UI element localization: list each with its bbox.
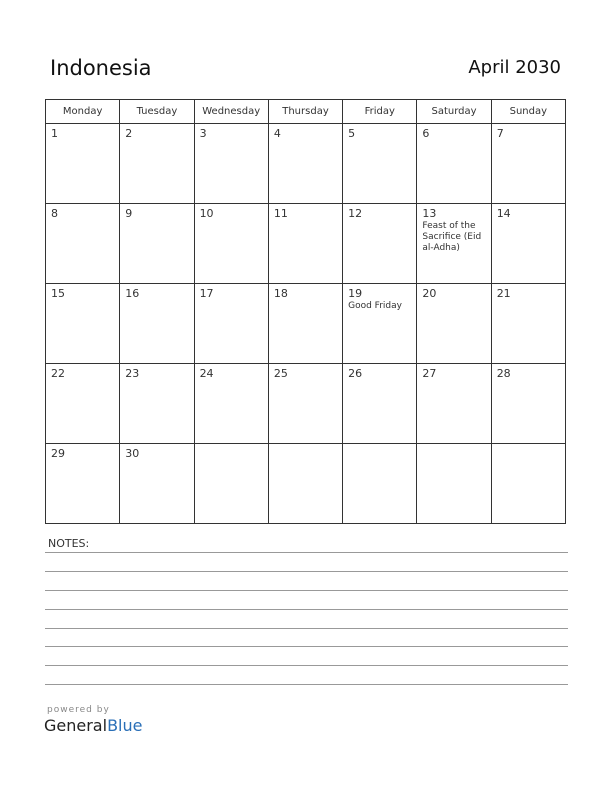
day-cell — [268, 364, 342, 444]
month-title: April 2030 — [468, 57, 561, 78]
day-cell — [491, 204, 565, 284]
note-line — [45, 628, 568, 629]
note-line — [45, 684, 568, 685]
day-cell — [194, 364, 268, 444]
day-cell — [46, 284, 120, 364]
day-cell — [194, 124, 268, 204]
day-number: 28 — [496, 367, 511, 380]
weekday-header: Sunday — [491, 100, 565, 124]
day-number: 27 — [422, 367, 437, 380]
brand-logo — [44, 716, 142, 735]
day-cell — [194, 284, 268, 364]
day-number: 11 — [273, 207, 288, 220]
day-cell — [268, 284, 342, 364]
day-number: 4 — [273, 127, 281, 140]
day-cell — [491, 124, 565, 204]
weekday-header: Saturday — [417, 100, 491, 124]
day-number: 8 — [51, 207, 58, 220]
day-cell — [268, 124, 342, 204]
day-number: 1 — [51, 127, 58, 140]
day-cell — [343, 444, 417, 524]
weekday-header: Thursday — [268, 100, 342, 124]
brand-blue: Blue — [107, 716, 143, 735]
note-line — [45, 590, 568, 591]
day-number: 14 — [496, 207, 511, 220]
day-cell — [46, 444, 120, 524]
country-title: Indonesia — [50, 56, 152, 80]
note-line — [45, 609, 568, 610]
holiday-label: Good Friday — [348, 301, 402, 311]
day-number: 25 — [273, 367, 288, 380]
powered-by-text: powered by — [47, 705, 110, 715]
day-number: 16 — [125, 287, 140, 300]
note-line — [45, 665, 568, 666]
day-number: 18 — [273, 287, 288, 300]
day-cell — [194, 204, 268, 284]
day-number: 5 — [348, 127, 356, 140]
day-cell — [491, 444, 565, 524]
day-cell — [343, 204, 417, 284]
day-number: 13 — [422, 207, 437, 220]
day-cell — [120, 124, 194, 204]
day-cell — [417, 444, 491, 524]
day-cell — [194, 444, 268, 524]
weekday-header-row — [46, 100, 566, 124]
day-cell — [491, 364, 565, 444]
day-cell — [343, 124, 417, 204]
note-line — [45, 571, 568, 572]
day-cell — [417, 364, 491, 444]
notes-label: NOTES: — [48, 537, 90, 550]
weekday-header: Monday — [46, 100, 120, 124]
day-number: 24 — [199, 367, 214, 380]
week-row — [46, 204, 566, 284]
week-row — [46, 444, 566, 524]
calendar-grid — [45, 99, 566, 524]
day-cell — [417, 284, 491, 364]
weekday-header: Tuesday — [120, 100, 194, 124]
day-cell — [46, 364, 120, 444]
day-number: 15 — [51, 287, 65, 300]
weekday-header: Wednesday — [194, 100, 268, 124]
week-row — [46, 364, 566, 444]
brand-general: General — [44, 716, 108, 735]
day-number: 3 — [199, 127, 207, 140]
day-cell — [343, 284, 417, 364]
holiday-label: Feast of the Sacrifice (Eid al-Adha) — [422, 221, 482, 253]
day-number: 9 — [125, 207, 133, 220]
day-cell — [268, 204, 342, 284]
week-row — [46, 284, 566, 364]
note-line — [45, 552, 568, 553]
day-cell — [120, 444, 194, 524]
day-number: 29 — [51, 447, 65, 460]
day-number: 20 — [422, 287, 437, 300]
day-number: 22 — [51, 367, 65, 380]
day-number: 26 — [348, 367, 363, 380]
week-row — [46, 124, 566, 204]
weekday-header: Friday — [343, 100, 417, 124]
day-number: 19 — [348, 287, 363, 300]
note-line — [45, 646, 568, 647]
day-number: 23 — [125, 367, 140, 380]
day-cell — [417, 124, 491, 204]
day-number: 7 — [496, 127, 504, 140]
day-number: 17 — [199, 287, 214, 300]
day-number: 6 — [422, 127, 430, 140]
day-number: 2 — [125, 127, 133, 140]
day-number: 30 — [125, 447, 140, 460]
day-cell — [120, 284, 194, 364]
day-number: 12 — [348, 207, 363, 220]
day-cell — [268, 444, 342, 524]
day-number: 21 — [496, 287, 511, 300]
day-cell — [46, 204, 120, 284]
day-cell — [46, 124, 120, 204]
day-cell — [120, 364, 194, 444]
day-number: 10 — [199, 207, 214, 220]
day-cell — [120, 204, 194, 284]
day-cell — [491, 284, 565, 364]
day-cell — [343, 364, 417, 444]
day-cell — [417, 204, 491, 284]
